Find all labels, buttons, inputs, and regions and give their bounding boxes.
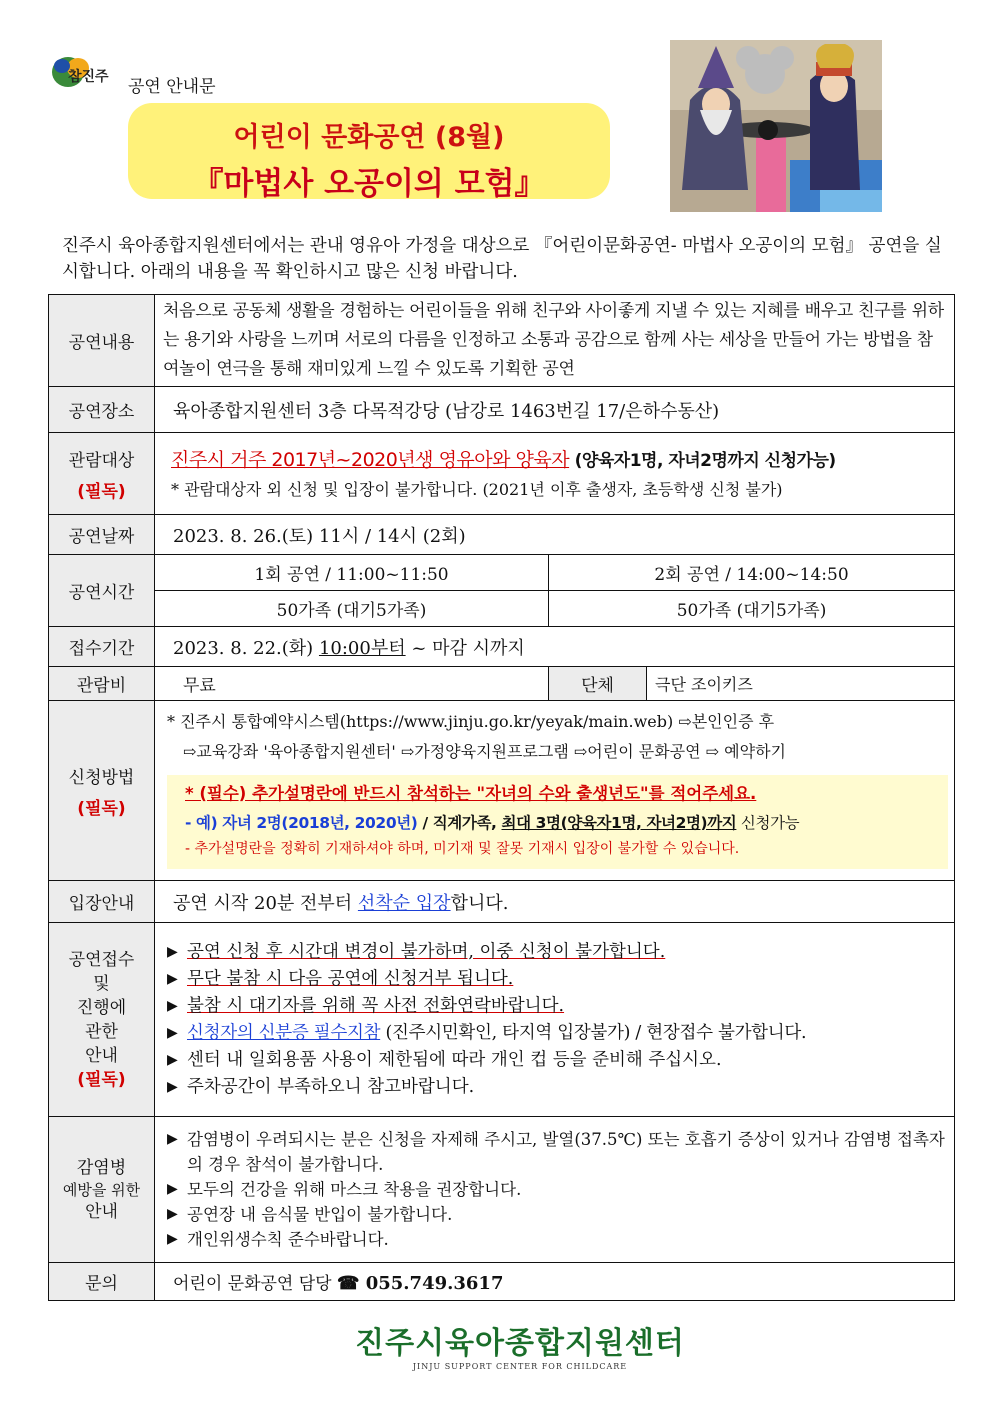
infection-cell [155, 1117, 955, 1263]
content-text: 처음으로 공동체 생활을 경험하는 어린이들을 위해 친구와 사이좋게 지낼 수 있는 지혜를 배우고 친구를 위하는 용기와 사랑을 느끼며 서로의 다름을 인정하고 소통과 공감으로 함께 사는 세상을 만들어 가는 방법을 참여놀이 연극을 통해 재미있게 느낄 수 있도록 기획한 공연 [155, 295, 955, 387]
footer-org: 진주시육아종합지원센터 [355, 1326, 685, 1361]
infection-label-cell [49, 1117, 155, 1263]
entry-label: 입장안내 [49, 881, 155, 923]
apply-cell [155, 701, 955, 881]
contact-cell [155, 1263, 955, 1301]
audience-must: (필독) [77, 481, 126, 502]
row-audience [49, 433, 955, 515]
row-fee [49, 667, 955, 701]
row-entry [49, 881, 955, 923]
rules-item-text: 무단 불참 시 다음 공연에 신청거부 됩니다. [187, 968, 514, 989]
audience-label-cell [49, 433, 155, 515]
title-banner [128, 103, 610, 202]
infection-label3: 안내 [85, 1201, 118, 1222]
audience-label: 관람대상 [68, 450, 135, 471]
entry-cell [155, 881, 955, 923]
session1-time: 1회 공연 / 11:00~11:50 [155, 555, 549, 591]
footer-logo [330, 1318, 710, 1371]
apply-req3: - 추가설명란을 정확히 기재하셔야 하며, 미기재 및 잘못 기재시 입장이 불가할 수 있습니다. [185, 840, 740, 857]
content-label: 공연내용 [49, 295, 155, 387]
rules-label1: 공연접수 [68, 949, 135, 970]
rules-item [165, 1047, 950, 1074]
logo-text: 참진주 [68, 69, 109, 85]
title-line2: 『마법사 오공이의 모험』 [192, 166, 546, 202]
infection-item-text: 모두의 건강을 위해 마스크 착용을 권장합니다. [187, 1180, 522, 1199]
reception-cell [155, 627, 955, 667]
rules-item-text: 공연 신청 후 시간대 변경이 불가하며, 이중 신청이 불가합니다. [187, 941, 666, 962]
infection-list [165, 1127, 950, 1252]
infection-item [165, 1177, 950, 1202]
infection-item [165, 1227, 950, 1252]
infection-item-text: 개인위생수칙 준수바랍니다. [187, 1230, 389, 1249]
rules-label-cell [49, 923, 155, 1117]
infection-label2: 예방을 위한 [62, 1180, 141, 1199]
audience-main: 진주시 거주 2017년~2020년생 영유아와 양육자 [171, 449, 570, 471]
entry-text-c: 합니다. [450, 892, 509, 914]
document-type: 공연 안내문 [128, 77, 216, 97]
reception-date: 2023. 8. 22.(화) [173, 637, 314, 659]
row-infection [49, 1117, 955, 1263]
entry-text-a: 공연 시작 20분 전부터 [173, 892, 358, 914]
reception-from: 10:00부터 [318, 637, 406, 659]
apply-line2: ⇨교육강좌 '육아종합지원센터' ⇨가정양육지원프로그램 ⇨어린이 문화공연 ⇨ 예약하기 [183, 741, 786, 761]
rules-item [165, 966, 950, 993]
city-logo [48, 52, 116, 92]
date-text: 2023. 8. 26.(토) 11시 / 14시 (2회) [155, 515, 955, 555]
reception-rest: ~ 마감 시까지 [411, 637, 525, 659]
rules-id-b: (진주시민확인, 타지역 입장불가) / 현장접수 불가합니다. [380, 1022, 807, 1043]
triangle-bullet-icon: ▶ [167, 1024, 178, 1041]
infection-label1: 감염병 [76, 1157, 127, 1178]
row-contact [49, 1263, 955, 1301]
audience-main-line [171, 444, 946, 477]
row-reception [49, 627, 955, 667]
rules-item [165, 1020, 950, 1047]
entry-text-b: 선착순 입장 [357, 892, 451, 914]
infection-item-text: 감염병이 우려되시는 분은 신청을 자제해 주시고, 발열(37.5℃) 또는 호흡기 증상이 있거나 감염병 접촉자의 경우 참석이 불가합니다. [187, 1130, 945, 1174]
rules-label4: 관한 [85, 1021, 118, 1042]
contact-text: 어린이 문화공연 담당 [173, 1274, 332, 1294]
venue-label: 공연장소 [49, 387, 155, 433]
triangle-bullet-icon: ▶ [167, 1078, 178, 1095]
rules-label5: 안내 [85, 1045, 118, 1066]
contact-label: 문의 [49, 1263, 155, 1301]
row-apply [49, 701, 955, 881]
group-label: 단체 [549, 667, 647, 701]
apply-req2-tail: 신청가능 [736, 813, 800, 832]
triangle-bullet-icon: ▶ [167, 1206, 178, 1222]
triangle-bullet-icon: ▶ [167, 1131, 178, 1147]
rules-item-text: 불참 시 대기자를 위해 꼭 사전 전화연락바랍니다. [187, 995, 565, 1016]
triangle-bullet-icon: ▶ [167, 1181, 178, 1197]
group-value: 극단 조이키즈 [647, 667, 955, 701]
row-time-1 [49, 555, 955, 591]
triangle-bullet-icon: ▶ [167, 1051, 178, 1068]
triangle-bullet-icon: ▶ [167, 997, 178, 1014]
intro-paragraph: 진주시 육아종합지원센터에서는 관내 영유아 가정을 대상으로 『어린이문화공연- 마법사 오공이의 모험』 공연을 실시합니다. 아래의 내용을 꼭 확인하시고 많은 신청 바랍니다. [62, 236, 942, 282]
triangle-bullet-icon: ▶ [167, 1231, 178, 1247]
rules-item [165, 939, 950, 966]
rules-must: (필독) [77, 1069, 126, 1090]
row-date [49, 515, 955, 555]
apply-req1: * (필수) 추가설명란에 반드시 참석하는 "자녀의 수와 출생년도"를 적어주세요. [185, 783, 757, 803]
rules-cell [155, 923, 955, 1117]
audience-cell [155, 433, 955, 515]
apply-must: (필독) [77, 798, 126, 819]
fee-label: 관람비 [49, 667, 155, 701]
rules-item [165, 1074, 950, 1101]
infection-item-text: 공연장 내 음식물 반입이 불가합니다. [187, 1205, 453, 1224]
info-table [48, 294, 955, 1301]
infection-item [165, 1127, 950, 1177]
rules-item-text: 주차공간이 부족하오니 참고바랍니다. [187, 1076, 475, 1097]
apply-req2-example: - 예) 자녀 2명(2018년, 2020년) [185, 813, 418, 832]
performance-photo [670, 40, 882, 212]
session2-time: 2회 공연 / 14:00~14:50 [549, 555, 955, 591]
apply-required-box [167, 775, 948, 869]
fee-value: 무료 [155, 667, 549, 701]
session1-capacity: 50가족 (대기5가족) [155, 591, 549, 627]
row-time-2 [49, 591, 955, 627]
title-line1: 어린이 문화공연 (8월) [233, 122, 505, 153]
rules-list [165, 939, 950, 1101]
apply-line1: * 진주시 통합예약시스템(https://www.jinju.go.kr/yeyak/main.web) ⇨본인인증 후 [167, 711, 775, 731]
venue-text: 육아종합지원센터 3층 다목적강당 (남강로 1463번길 17/은하수동산) [155, 387, 955, 433]
time-label: 공연시간 [49, 555, 155, 627]
apply-req2-family: / 직계가족, [417, 813, 502, 832]
apply-label: 신청방법 [68, 767, 135, 788]
row-rules [49, 923, 955, 1117]
rules-item-text: 센터 내 일회용품 사용이 제한됨에 따라 개인 컵 등을 준비해 주십시오. [187, 1049, 722, 1070]
rules-id-a: 신청자의 신분증 필수지참 [187, 1022, 381, 1043]
rules-item [165, 993, 950, 1020]
triangle-bullet-icon: ▶ [167, 943, 178, 960]
triangle-bullet-icon: ▶ [167, 970, 178, 987]
rules-label2: 및 [93, 973, 110, 994]
audience-sub: * 관람대상자 외 신청 및 입장이 불가합니다. (2021년 이후 출생자, 초등학생 신청 불가) [171, 480, 783, 499]
date-label: 공연날짜 [49, 515, 155, 555]
session2-capacity: 50가족 (대기5가족) [549, 591, 955, 627]
apply-req2-max: 최대 3명(양육자1명, 자녀2명)까지 [501, 813, 737, 832]
reception-label: 접수기간 [49, 627, 155, 667]
rules-label3: 진행에 [76, 997, 127, 1018]
footer-org-en: JINJU SUPPORT CENTER FOR CHILDCARE [412, 1362, 628, 1371]
audience-note: (양육자1명, 자녀2명까지 신청가능) [574, 451, 836, 471]
contact-phone: ☎ 055.749.3617 [337, 1273, 504, 1294]
apply-req2 [185, 809, 942, 837]
infection-item [165, 1202, 950, 1227]
row-venue [49, 387, 955, 433]
row-content [49, 295, 955, 387]
apply-label-cell [49, 701, 155, 881]
